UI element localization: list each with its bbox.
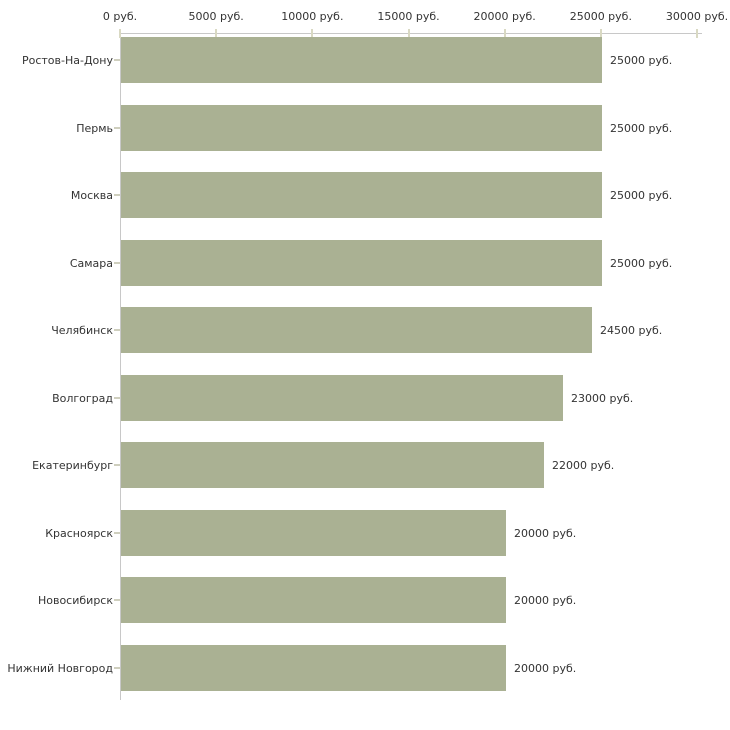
value-label: 20000 руб.: [514, 593, 577, 607]
bar: [121, 375, 563, 421]
category-tick: [114, 59, 120, 61]
value-label: 20000 руб.: [514, 661, 577, 675]
category-label: Волгоград: [52, 391, 113, 405]
x-tick-label: 10000 руб.: [281, 10, 344, 23]
category-tick: [114, 127, 120, 129]
category-tick: [114, 397, 120, 399]
x-tick-label: 25000 руб.: [569, 10, 632, 23]
bar: [121, 105, 602, 151]
value-label: 20000 руб.: [514, 526, 577, 540]
value-label: 25000 руб.: [610, 121, 673, 135]
bar: [121, 172, 602, 218]
bar: [121, 240, 602, 286]
category-label: Ростов-На-Дону: [21, 53, 113, 67]
x-axis-line: [120, 33, 702, 34]
x-tick-label: 15000 руб.: [377, 10, 440, 23]
bar: [121, 510, 506, 556]
category-label: Самара: [69, 256, 113, 270]
value-label: 25000 руб.: [610, 53, 673, 67]
category-tick: [114, 599, 120, 601]
category-label: Новосибирск: [37, 593, 113, 607]
x-tick-label: 0 руб.: [102, 10, 138, 23]
value-label: 24500 руб.: [600, 323, 663, 337]
category-tick: [114, 667, 120, 669]
bar: [121, 645, 506, 691]
bar: [121, 37, 602, 83]
value-label: 25000 руб.: [610, 188, 673, 202]
bar: [121, 307, 592, 353]
category-tick: [114, 262, 120, 264]
category-tick: [114, 464, 120, 466]
category-label: Красноярск: [45, 526, 113, 540]
category-label: Пермь: [76, 121, 113, 135]
value-label: 23000 руб.: [571, 391, 634, 405]
x-tick-label: 5000 руб.: [188, 10, 244, 23]
bar: [121, 577, 506, 623]
bar: [121, 442, 544, 488]
category-label: Челябинск: [51, 323, 113, 337]
category-tick: [114, 194, 120, 196]
x-tick-mark: [696, 29, 698, 38]
category-tick: [114, 532, 120, 534]
category-tick: [114, 329, 120, 331]
x-tick-label: 20000 руб.: [473, 10, 536, 23]
value-label: 22000 руб.: [552, 458, 615, 472]
value-label: 25000 руб.: [610, 256, 673, 270]
category-label: Нижний Новгород: [7, 661, 113, 675]
x-tick-label: 30000 руб.: [665, 10, 729, 23]
category-label: Екатеринбург: [32, 458, 113, 472]
category-label: Москва: [70, 188, 113, 202]
